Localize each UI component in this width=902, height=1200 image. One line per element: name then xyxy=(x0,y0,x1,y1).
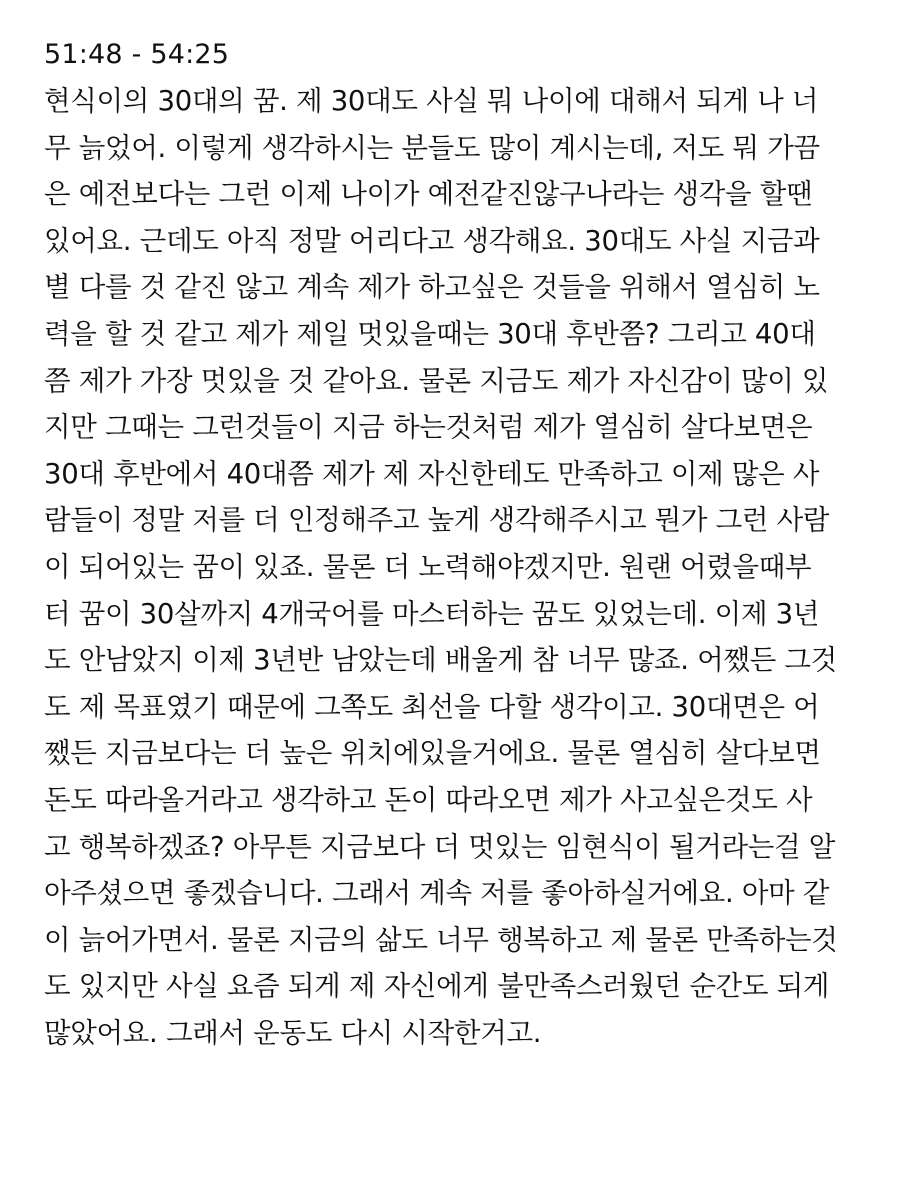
transcript-line: 도 안남았지 이제 3년반 남았는데 배울게 참 너무 많죠. 어쨌든 그것 xyxy=(44,644,837,677)
transcript-line: 많았어요. 그래서 운동도 다시 시작한거고. xyxy=(44,1016,542,1049)
transcript-line: 30대 후반에서 40대쯤 제가 제 자신한테도 만족하고 이제 많은 사 xyxy=(44,457,820,490)
transcript-line: 고 행복하겠죠? 아무튼 지금보다 더 멋있는 임현식이 될거라는걸 알 xyxy=(44,830,835,863)
transcript-line: 현식이의 30대의 꿈. 제 30대도 사실 뭐 나이에 대해서 되게 나 너 xyxy=(44,85,819,117)
timestamp: 51:48 - 54:25 xyxy=(44,39,230,70)
transcript-line: 지만 그때는 그런것들이 지금 하는것처럼 제가 열심히 살다보면은 xyxy=(44,411,813,444)
transcript-line: 도 있지만 사실 요즘 되게 제 자신에게 불만족스러웠던 순간도 되게 xyxy=(44,970,830,1003)
transcript-line: 무 늙었어. 이렇게 생각하시는 분들도 많이 계시는데, 저도 뭐 가끔 xyxy=(44,131,820,164)
transcript-line: 돈도 따라올거라고 생각하고 돈이 따라오면 제가 사고싶은것도 사 xyxy=(44,783,813,816)
transcript-page xyxy=(44,32,864,1056)
transcript-line: 이 되어있는 꿈이 있죠. 물론 더 노력해야겠지만. 원랜 어렸을때부 xyxy=(44,550,812,583)
transcript-line: 별 다를 것 같진 않고 계속 제가 하고싶은 것들을 위해서 열심히 노 xyxy=(44,271,820,304)
transcript-line: 터 꿈이 30살까지 4개국어를 마스터하는 꿈도 있었는데. 이제 3년 xyxy=(44,597,820,630)
transcript-line: 아주셨으면 좋겠습니다. 그래서 계속 저를 좋아하실거에요. 아마 같 xyxy=(44,877,830,910)
transcript-body xyxy=(44,78,864,1056)
transcript-line: 쯤 제가 가장 멋있을 것 같아요. 물론 지금도 제가 자신감이 많이 있 xyxy=(44,364,829,397)
transcript-line: 이 늙어가면서. 물론 지금의 삶도 너무 행복하고 제 물론 만족하는것 xyxy=(44,923,838,956)
transcript-line: 도 제 목표였기 때문에 그쪽도 최선을 다할 생각이고. 30대면은 어 xyxy=(44,690,820,723)
transcript-line: 력을 할 것 같고 제가 제일 멋있을때는 30대 후반쯤? 그리고 40대 xyxy=(44,317,816,350)
transcript-line: 있어요. 근데도 아직 정말 어리다고 생각해요. 30대도 사실 지금과 xyxy=(44,224,820,257)
transcript-line: 쨌든 지금보다는 더 높은 위치에있을거에요. 물론 열심히 살다보면 xyxy=(44,737,821,770)
transcript-line: 은 예전보다는 그런 이제 나이가 예전같진않구나라는 생각을 할땐 xyxy=(44,178,813,211)
transcript-line: 람들이 정말 저를 더 인정해주고 높게 생각해주시고 뭔가 그런 사람 xyxy=(44,504,830,537)
